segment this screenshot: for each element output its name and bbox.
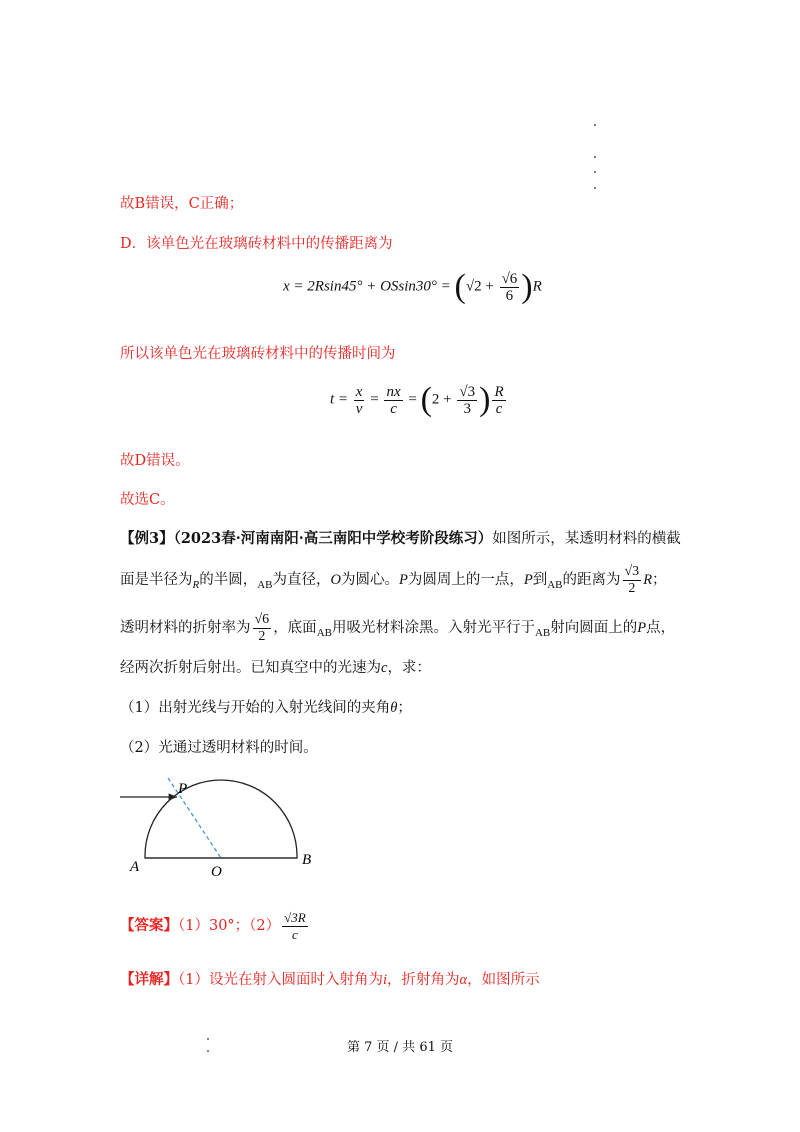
conclusion-d: 故D错误。 bbox=[120, 453, 190, 469]
frac-den: 2 bbox=[628, 580, 636, 596]
answer-line bbox=[120, 909, 310, 943]
text: 射向圆面上的 bbox=[550, 620, 638, 636]
eq1-tail: R bbox=[532, 278, 542, 295]
eq2-lhs: t = bbox=[330, 391, 349, 408]
answer-tag: 【答案】 bbox=[120, 917, 178, 934]
stray-dot bbox=[594, 171, 596, 173]
question-2: （2）光通过透明材料的时间。 bbox=[120, 740, 318, 756]
time-intro: 所以该单色光在玻璃砖材料中的传播时间为 bbox=[120, 346, 396, 362]
eq2-f3-num: √3 bbox=[459, 383, 476, 400]
example3-line3 bbox=[120, 608, 675, 648]
text: 经两次折射后射出。已知真空中的光速为 bbox=[120, 660, 381, 676]
text: 的距离为 bbox=[562, 572, 621, 588]
text: 到 bbox=[532, 572, 548, 588]
frac-den: 2 bbox=[258, 628, 266, 644]
eq2-f2-num: nx bbox=[386, 383, 401, 400]
text: （1）出射光线与开始的入射光线间的夹角 bbox=[120, 700, 391, 716]
var-P: P bbox=[637, 620, 647, 636]
answer-num: √3R bbox=[284, 909, 306, 925]
text: 为圆心。 bbox=[341, 572, 399, 588]
eq1-den: 6 bbox=[505, 287, 514, 304]
text: 面是半径为 bbox=[120, 572, 193, 588]
eq2-term: 2 + bbox=[431, 391, 452, 408]
final-choice: 故选C。 bbox=[120, 492, 175, 508]
answer-part1: （1）30°；（2） bbox=[178, 918, 281, 934]
frac-num: √6 bbox=[254, 611, 270, 627]
eq2-f3-den: 3 bbox=[463, 400, 471, 417]
question-1 bbox=[120, 696, 412, 717]
text: （1）设光在射入圆面时入射角为 bbox=[178, 972, 383, 988]
text: 点， bbox=[646, 620, 676, 636]
equation-time: t = $\frac{x}{v}$ = $\frac{nx}{c}$ = (2 + $\frac{√3}{3}$ ) $\frac{R}{c}$ bbox=[330, 381, 504, 418]
var-R: R bbox=[192, 579, 200, 591]
text: ，折射角为 bbox=[387, 972, 460, 988]
var-AB: AB bbox=[316, 627, 332, 639]
label-b: B bbox=[302, 852, 312, 868]
equation-distance: x = 2Rsin45° + OSsin30° = (√2 + $\frac{√6}{6}$ )R bbox=[283, 268, 542, 305]
label-p: P bbox=[178, 781, 188, 797]
text: 为直径， bbox=[272, 572, 331, 588]
eq1-num: √6 bbox=[501, 270, 518, 287]
detail-line bbox=[120, 968, 540, 989]
eq1-lhs: x = 2Rsin45° + OSsin30° = bbox=[283, 278, 451, 295]
example-source: （2023春·河南南阳·高三南阳中学校考阶段练习） bbox=[173, 530, 493, 547]
semicircle-figure bbox=[118, 772, 328, 884]
var-AB: AB bbox=[257, 579, 273, 591]
stray-dot bbox=[594, 156, 596, 158]
text: 为圆周上的一点， bbox=[407, 572, 524, 588]
eq2-f4-den: c bbox=[495, 400, 503, 417]
var-P: P bbox=[523, 572, 533, 588]
eq1-term1: √2 bbox=[465, 278, 482, 295]
var-P: P bbox=[399, 572, 408, 588]
eq2-f2-den: c bbox=[390, 400, 397, 417]
text: ，如图所示 bbox=[467, 972, 540, 988]
label-a: A bbox=[130, 859, 140, 875]
example-line1: 如图所示，某透明材料的横截 bbox=[492, 531, 681, 547]
frac-num: √3 bbox=[624, 563, 640, 579]
eq2-equals: = bbox=[370, 391, 379, 408]
eq1-plus: + bbox=[485, 278, 494, 295]
var-theta: θ bbox=[390, 700, 398, 716]
option-d-intro: D．该单色光在玻璃砖材料中的传播距离为 bbox=[120, 236, 393, 252]
detail-tag: 【详解】 bbox=[120, 971, 178, 988]
text: ； bbox=[652, 572, 667, 588]
label-o: O bbox=[211, 864, 222, 880]
page-footer: 第 7 页 / 共 61 页 bbox=[347, 1040, 453, 1055]
conclusion-bc: 故B错误，C正确； bbox=[120, 196, 244, 212]
var-c: c bbox=[381, 660, 388, 676]
eq2-equals-2: = bbox=[408, 391, 417, 408]
stray-dot bbox=[594, 124, 596, 126]
text: ，底面 bbox=[273, 620, 317, 636]
var-AB: AB bbox=[547, 579, 563, 591]
example-tag: 【例3】 bbox=[120, 530, 174, 547]
example3-line2 bbox=[120, 560, 667, 600]
example3-line4 bbox=[120, 656, 431, 677]
var-O: O bbox=[330, 572, 341, 588]
normal-line bbox=[168, 778, 221, 858]
example3-header bbox=[120, 527, 681, 548]
text: ，求： bbox=[387, 660, 431, 676]
text: 的半圆， bbox=[199, 572, 258, 588]
var-AB: AB bbox=[534, 627, 551, 639]
eq2-f1-den: v bbox=[355, 400, 363, 417]
text: ； bbox=[397, 700, 412, 716]
text: 用吸光材料涂黑。入射光平行于 bbox=[331, 620, 535, 636]
semicircle-outline bbox=[145, 780, 297, 858]
text: 透明材料的折射率为 bbox=[120, 620, 251, 636]
answer-den: c bbox=[292, 926, 298, 942]
eq2-f4-num: R bbox=[494, 383, 504, 400]
var-i: i bbox=[382, 972, 388, 988]
stray-dot bbox=[594, 187, 596, 189]
eq2-f1-num: x bbox=[355, 383, 363, 400]
var-R: R bbox=[643, 572, 653, 588]
var-alpha: α bbox=[459, 972, 468, 988]
